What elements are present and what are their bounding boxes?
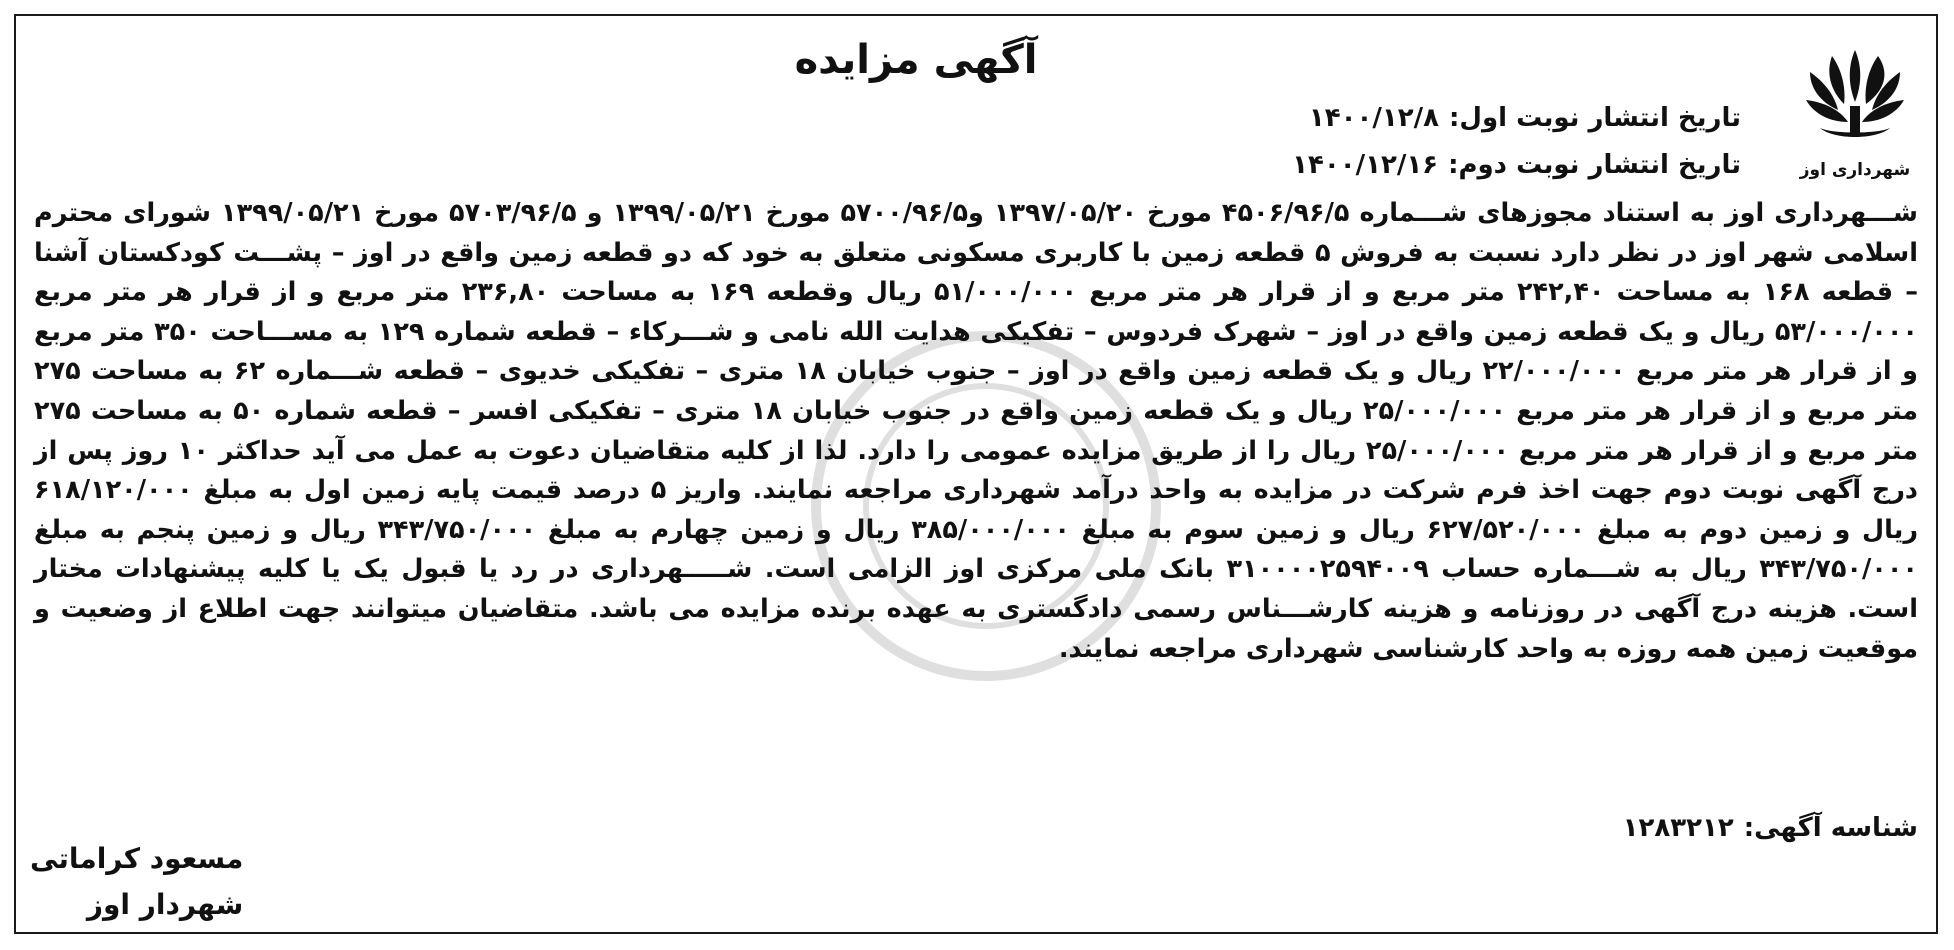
ad-id-value: ۱۲۸۳۲۱۲ — [1622, 813, 1734, 843]
ad-id-line — [1623, 808, 1918, 848]
signature-block — [30, 836, 243, 928]
notice-paragraph: شـــهرداری اوز به استناد مجوزهای شـــماره ۴۵۰۶/۹۶/۵ مورخ ۱۳۹۷/۰۵/۲۰ و۵۷۰۰/۹۶/۵ مورخ ۱۳۹۹/۰۵/۲۱ و ۵۷۰۳/۹۶/۵ مورخ ۱۳۹۹/۰۵/۲۱ شورای محترم اسلامی شهر اوز در نظر دارد نسبت به فروش ۵ قطعه زمین با کاربری مسکونی متعلق به خود که دو قطعه زمین واقع در اوز – پشـــت کودکستان آشنا – قطعه ۱۶۸ به مساحت ۲۴۲,۴۰ متر مربع و از قرار هر متر مربع ۵۱/۰۰۰/۰۰۰ ریال وقطعه ۱۶۹ به مساحت ۲۳۶,۸۰ متر مربع و از قرار هر متر مربع ۵۳/۰۰۰/۰۰۰ ریال و یک قطعه زمین واقع در اوز – شهرک فردوس – تفکیکی هدایت الله نامی و شـــرکاء – قطعه شماره ۱۲۹ به مســـاحت ۳۵۰ متر مربع و از قرار هر متر مربع ۲۲/۰۰۰/۰۰۰ ریال و یک قطعه زمین واقع در اوز – جنوب خیابان ۱۸ متری – تفکیکی خدیوی – قطعه شـــماره ۶۲ به مساحت ۲۷۵ متر مربع و از قرار هر متر مربع ۲۵/۰۰۰/۰۰۰ ریال و یک قطعه زمین واقع در جنوب خیابان ۱۸ متری – تفکیکی افسر – قطعه شماره ۵۰ به مساحت ۲۷۵ متر مربع و از قرار هر متر مربع ۲۵/۰۰۰/۰۰۰ ریال را از طریق مزایده عمومی را دارد. لذا از کلیه متقاضیان دعوت به عمل می آید حداکثر ۱۰ روز پس از درج آگهی نوبت دوم جهت اخذ فرم شرکت در مزایده به واحد درآمد شهرداری مراجعه نمایند. واریز ۵ درصد قیمت پایه زمین اول به مبلغ ۶۱۸/۱۲۰/۰۰۰ ریال و زمین دوم به مبلغ ۶۲۷/۵۲۰/۰۰۰ ریال و زمین سوم به مبلغ ۳۸۵/۰۰۰/۰۰۰ ریال و زمین چهارم به مبلغ ۳۴۳/۷۵۰/۰۰۰ ریال و زمین پنجم به مبلغ ۳۴۳/۷۵۰/۰۰۰ ریال به شـــماره حساب ۳۱۰۰۰۰۲۵۹۴۰۰۹ بانک ملی مرکزی اوز الزامی است. شـــــهرداری در رد یا قبول یک یا کلیه پیشنهادات مختار است. هزینه درج آگهی در روزنامه و هزینه کارشـــناس رسمی دادگستری به عهده برنده مزایده می باشد. متقاضیان میتوانند جهت اطلاع از وضعیت و موقعیت زمین همه روزه به واحد کارشناسی شهرداری مراجعه نمایند. — [34, 198, 1919, 664]
first-publication-line — [1309, 100, 1741, 136]
second-publication-date: ۱۴۰۰/۱۲/۱۶ — [1292, 150, 1439, 180]
second-publication-line — [1292, 147, 1741, 183]
municipality-logo — [1790, 44, 1920, 194]
municipality-emblem-icon — [1800, 44, 1910, 156]
page-title: آگهی مزایده — [794, 37, 1038, 83]
first-publication-date: ۱۴۰۰/۱۲/۸ — [1308, 103, 1439, 133]
logo-label: شهرداری اوز — [1799, 160, 1911, 180]
notice-body — [34, 194, 1918, 669]
notice-frame — [14, 14, 1938, 934]
ad-id-label: شناسه آگهی: — [1743, 813, 1918, 843]
signer-name: مسعود کراماتی — [30, 842, 244, 875]
first-publication-label: تاریخ انتشار نوبت اول: — [1448, 103, 1741, 133]
signer-role: شهردار اوز — [86, 888, 244, 921]
second-publication-label: تاریخ انتشار نوبت دوم: — [1448, 150, 1741, 180]
